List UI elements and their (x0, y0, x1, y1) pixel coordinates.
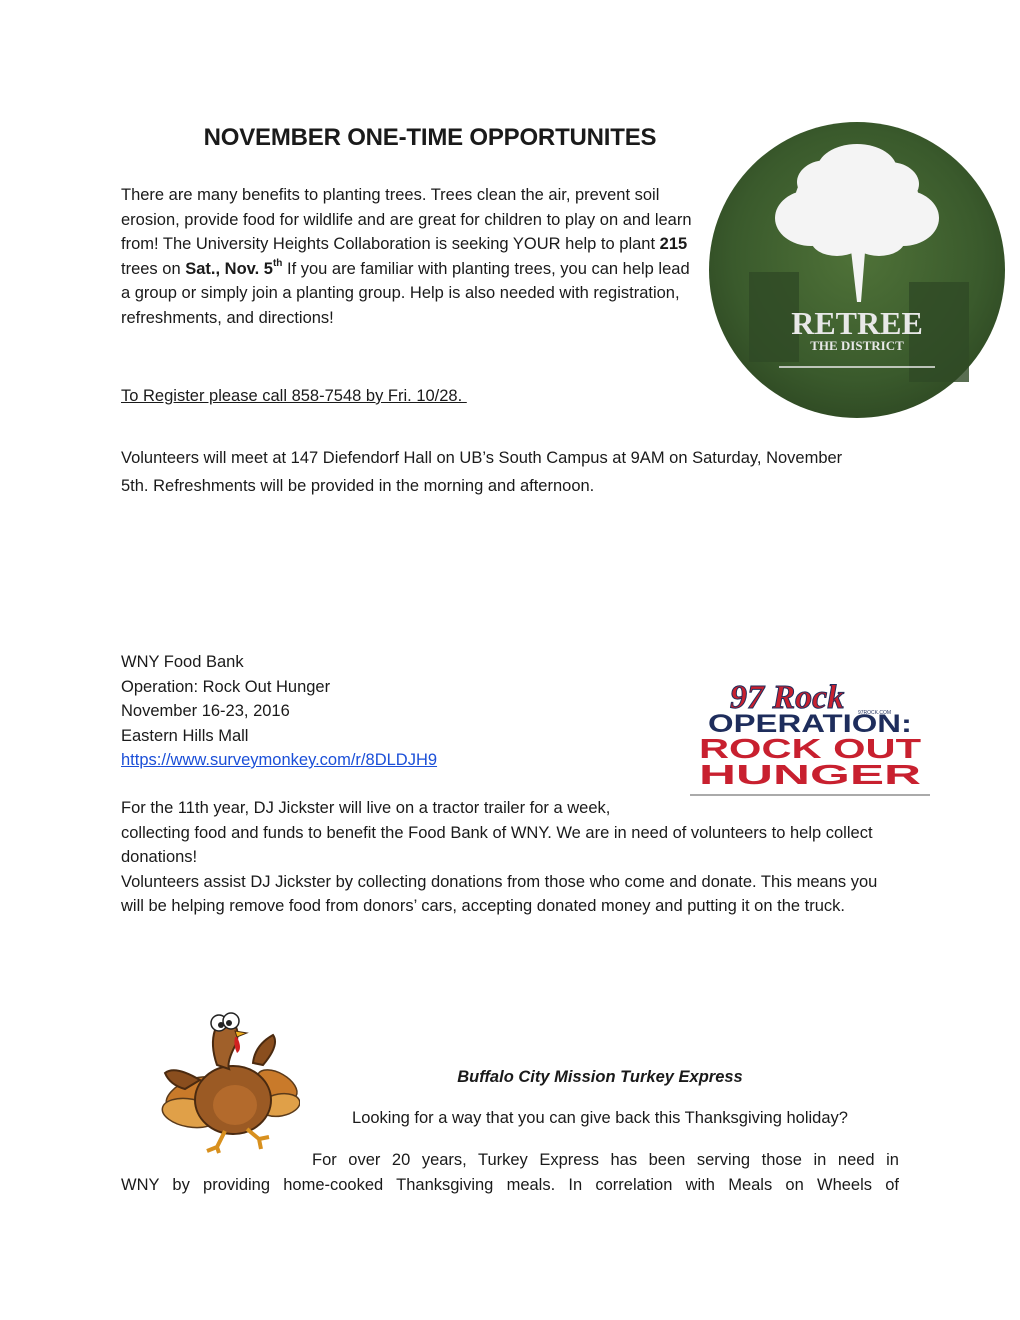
planting-date: Sat., Nov. 5th (185, 257, 283, 278)
turkey-question: Looking for a way that you can give back this Thanksgiving holiday? (352, 1109, 848, 1127)
retree-logo-graphic (709, 122, 1005, 418)
retree-text-3: If you are familiar with planting trees, you can help lead a group or simply join a planting group. Help is also needed with registration, refreshments, and directions! (121, 259, 690, 327)
turkey-para-line1: For over 20 years, Turkey Express has been serving those in need in (312, 1151, 899, 1169)
logo-operation: OPERATION: (708, 710, 912, 738)
register-note: To Register please call 858-7548 by Fri. 10/28. (121, 387, 467, 405)
retree-logo-line2: THE DISTRICT (810, 338, 904, 353)
page-title: NOVEMBER ONE-TIME OPPORTUNITES (203, 124, 657, 151)
foodbank-info (121, 650, 437, 773)
retree-paragraph (121, 183, 696, 330)
retree-logo (709, 122, 1005, 418)
survey-link[interactable]: https://www.surveymonkey.com/r/8DLDJH9 (121, 751, 438, 769)
brand-url-small: 97ROCK.COM (858, 710, 892, 716)
foodbank-desc-2: collecting food and funds to benefit the Food Bank of WNY. We are in need of volunteers to help collect donations! (121, 823, 873, 866)
foodbank-name: WNY Food Bank (121, 653, 244, 671)
foodbank-event: Operation: Rock Out Hunger (121, 677, 331, 696)
turkey-heading: Buffalo City Mission Turkey Express (457, 1068, 743, 1086)
retree-logo-line1: RETREE (791, 305, 923, 341)
foodbank-desc-1: For the 11th year, DJ Jickster will live on a tractor trailer for a week, (121, 799, 611, 817)
turkey-icon (155, 1005, 300, 1155)
logo-rock-out: ROCK OUT (699, 733, 921, 764)
rock-out-hunger-logo (690, 674, 930, 796)
foodbank-description (121, 796, 891, 919)
meeting-info: Volunteers will meet at 147 Diefendorf Hall on UB’s South Campus at 9AM on Saturday, November 5th. Refreshments will be provided in the morning and afternoon. (121, 449, 843, 495)
retree-text-1: There are many benefits to planting trees. Trees clean the air, prevent soil erosion, provide food for wildlife and are great for children to play on and learn from! The University Heights Collaboration is seeking YOUR help to plant (121, 186, 692, 253)
rock-out-hunger-graphic (690, 674, 930, 796)
retree-text-2: trees on (121, 259, 186, 278)
turkey-paragraph (121, 1148, 899, 1197)
tree-count: 215 (659, 235, 688, 253)
foodbank-dates: November 16-23, 2016 (121, 702, 290, 720)
logo-hunger: HUNGER (699, 759, 921, 790)
foodbank-desc-3: Volunteers assist DJ Jickster by collecting donations from those who come and donate. This means you will be helping remove food from donors’ cars, accepting donated money and putting it on the truck. (121, 872, 878, 915)
turkey-para-line2: WNY by providing home-cooked Thanksgiving meals. In correlation with Meals on Wheels of (121, 1175, 899, 1194)
foodbank-location: Eastern Hills Mall (121, 726, 249, 745)
brand-97rock: 97 Rock (730, 679, 845, 716)
